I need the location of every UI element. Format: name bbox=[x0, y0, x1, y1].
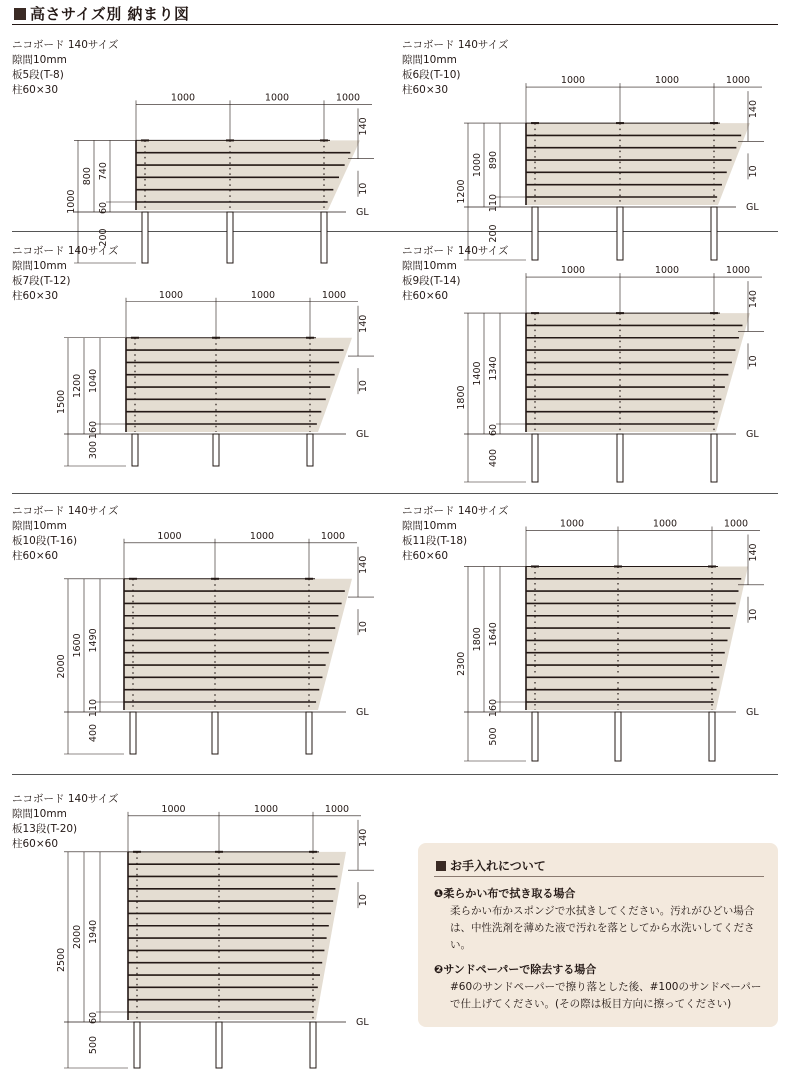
post-embedded bbox=[306, 712, 312, 754]
span-label: 1000 bbox=[654, 265, 680, 277]
spec-line: 隙間10mm bbox=[12, 520, 67, 532]
ground-label: GL bbox=[356, 1017, 369, 1028]
span-label: 1000 bbox=[725, 265, 751, 277]
embed-depth-label: 500 bbox=[88, 1035, 99, 1055]
board-fill-area bbox=[526, 313, 750, 432]
spec-line: 隙間10mm bbox=[402, 54, 457, 66]
spec-line: 柱60×60 bbox=[402, 290, 449, 302]
board-size-label: 140 bbox=[358, 314, 369, 333]
span-label: 1000 bbox=[253, 803, 279, 815]
board-size-label: 140 bbox=[748, 543, 759, 562]
spec-line: 板7段(T-12) bbox=[12, 275, 71, 287]
total-height-label: 1500 bbox=[56, 389, 67, 414]
title-square-icon bbox=[14, 8, 26, 20]
span-label: 1000 bbox=[250, 289, 276, 301]
page-title-text: 高さサイズ別 納まり図 bbox=[30, 5, 190, 23]
spec-line: 板6段(T-10) bbox=[402, 69, 461, 81]
spec-line: 板11段(T-18) bbox=[402, 535, 468, 547]
spec-line: ニコボード 140サイズ bbox=[12, 793, 119, 805]
span-label: 1000 bbox=[157, 530, 182, 542]
spec-line: ニコボード 140サイズ bbox=[402, 505, 509, 517]
embed-depth-label: 400 bbox=[88, 723, 99, 743]
gap-size-label: 10 bbox=[358, 894, 369, 907]
care-box bbox=[418, 843, 778, 1027]
inner-height-label: 1640 bbox=[488, 622, 499, 647]
spec-line: 板9段(T-14) bbox=[402, 275, 461, 287]
total-height-label: 2500 bbox=[56, 947, 67, 973]
frame-height-label: 1400 bbox=[472, 361, 483, 386]
frame-height-label: 1800 bbox=[472, 627, 483, 652]
board-size-label: 140 bbox=[748, 100, 759, 119]
care-title bbox=[436, 857, 546, 874]
post-embedded bbox=[216, 1022, 222, 1068]
title-rule bbox=[12, 24, 778, 25]
care-rule bbox=[434, 876, 764, 877]
span-label: 1000 bbox=[161, 803, 186, 815]
post-embedded bbox=[134, 1022, 140, 1068]
span-label: 1000 bbox=[264, 92, 290, 104]
post-embedded bbox=[617, 434, 623, 482]
embed-depth-label: 500 bbox=[488, 727, 499, 746]
spec-line: 板13段(T-20) bbox=[12, 823, 78, 835]
embed-depth-label: 200 bbox=[98, 228, 109, 247]
ground-label: GL bbox=[746, 429, 759, 440]
inner-height-label: 1490 bbox=[88, 628, 99, 653]
spec-line: 隙間10mm bbox=[402, 520, 457, 532]
frame-height-label: 1200 bbox=[72, 373, 83, 398]
gap-size-label: 10 bbox=[358, 380, 369, 393]
post-embedded bbox=[130, 712, 136, 754]
span-label: 1000 bbox=[320, 530, 346, 542]
spec-line: 柱60×30 bbox=[12, 290, 59, 302]
bottom-clearance-label: 110 bbox=[488, 193, 499, 213]
bottom-clearance-label: 60 bbox=[488, 423, 499, 437]
post-embedded bbox=[711, 434, 717, 482]
span-label: 1000 bbox=[335, 92, 361, 104]
fence-diagram bbox=[12, 504, 392, 794]
fence-panel-t18 bbox=[402, 504, 782, 794]
inner-height-label: 1340 bbox=[488, 356, 499, 381]
care-square-icon bbox=[436, 861, 446, 871]
spec-line: 柱60×30 bbox=[12, 84, 59, 96]
inner-height-label: 1940 bbox=[88, 919, 99, 945]
gap-size-label: 10 bbox=[748, 608, 759, 621]
gap-size-label: 10 bbox=[748, 165, 759, 178]
span-label: 1000 bbox=[559, 518, 585, 530]
embed-depth-label: 200 bbox=[488, 224, 499, 243]
inner-height-label: 890 bbox=[488, 150, 499, 170]
fence-diagram bbox=[402, 504, 782, 794]
span-label: 1000 bbox=[560, 75, 586, 87]
inner-height-label: 1040 bbox=[88, 368, 99, 393]
embed-depth-label: 400 bbox=[488, 448, 499, 468]
post-embedded bbox=[615, 712, 621, 761]
span-label: 1000 bbox=[654, 75, 680, 87]
span-label: 1000 bbox=[158, 289, 184, 301]
spec-line: ニコボード 140サイズ bbox=[12, 245, 119, 257]
board-size-label: 140 bbox=[358, 117, 369, 136]
fence-diagram bbox=[402, 244, 782, 534]
fence-panel-t20 bbox=[12, 792, 392, 1082]
ground-label: GL bbox=[356, 707, 369, 718]
embed-depth-label: 300 bbox=[88, 440, 99, 460]
inner-height-label: 740 bbox=[98, 162, 109, 181]
post-embedded bbox=[709, 712, 715, 761]
spec-line: ニコボード 140サイズ bbox=[402, 245, 509, 257]
board-fill-area bbox=[526, 566, 748, 710]
frame-height-label: 2000 bbox=[72, 924, 83, 950]
ground-label: GL bbox=[746, 202, 759, 213]
post-embedded bbox=[132, 434, 138, 466]
care-heading-1: ❶柔らかい布で拭き取る場合 bbox=[434, 887, 576, 900]
board-size-label: 140 bbox=[358, 828, 369, 847]
bottom-clearance-label: 160 bbox=[488, 698, 499, 718]
spec-line: 柱60×60 bbox=[12, 550, 59, 562]
spec-line: 柱60×60 bbox=[402, 550, 449, 562]
total-height-label: 1000 bbox=[66, 189, 77, 214]
span-label: 1000 bbox=[725, 75, 751, 87]
post-embedded bbox=[213, 434, 219, 466]
care-title-text: お手入れについて bbox=[450, 859, 546, 873]
span-label: 1000 bbox=[324, 803, 350, 815]
span-label: 1000 bbox=[652, 518, 678, 530]
span-label: 1000 bbox=[170, 92, 196, 104]
spec-line: 柱60×30 bbox=[402, 84, 449, 96]
ground-label: GL bbox=[746, 707, 759, 718]
spec-line: 柱60×60 bbox=[12, 838, 59, 850]
gap-size-label: 10 bbox=[358, 182, 369, 195]
bottom-clearance-label: 60 bbox=[98, 201, 109, 215]
board-size-label: 140 bbox=[748, 290, 759, 309]
span-label: 1000 bbox=[321, 289, 347, 301]
board-fill-area bbox=[136, 140, 360, 210]
fence-diagram bbox=[12, 792, 392, 1082]
gap-size-label: 10 bbox=[748, 355, 759, 368]
ground-label: GL bbox=[356, 207, 369, 218]
care-body-1: 柔らかい布かスポンジで水拭きしてください。汚れがひどい場合は、中性洗剤を薄めた液で汚れを落としてから水洗いしてください。 bbox=[450, 905, 755, 951]
fence-panel-t12 bbox=[12, 244, 392, 534]
total-height-label: 2000 bbox=[56, 654, 67, 679]
bottom-clearance-label: 60 bbox=[88, 1011, 99, 1025]
post-embedded bbox=[307, 434, 313, 466]
post-embedded bbox=[532, 434, 538, 482]
frame-height-label: 1000 bbox=[472, 152, 483, 178]
board-size-label: 140 bbox=[358, 555, 369, 574]
spec-line: 板10段(T-16) bbox=[12, 535, 78, 547]
span-label: 1000 bbox=[723, 518, 749, 530]
spec-line: ニコボード 140サイズ bbox=[12, 505, 119, 517]
bottom-clearance-label: 110 bbox=[88, 698, 99, 718]
post-embedded bbox=[532, 712, 538, 761]
post-embedded bbox=[212, 712, 218, 754]
spec-line: 隙間10mm bbox=[12, 808, 67, 820]
gap-size-label: 10 bbox=[358, 621, 369, 634]
fence-panel-t14 bbox=[402, 244, 782, 534]
spec-line: ニコボード 140サイズ bbox=[402, 39, 509, 51]
spec-line: 隙間10mm bbox=[12, 54, 67, 66]
span-label: 1000 bbox=[560, 265, 586, 277]
total-height-label: 2300 bbox=[456, 651, 467, 676]
spec-line: ニコボード 140サイズ bbox=[12, 39, 119, 51]
spec-line: 隙間10mm bbox=[402, 260, 457, 272]
fence-diagram bbox=[12, 244, 392, 534]
spec-line: 板5段(T-8) bbox=[12, 69, 64, 81]
board-fill-area bbox=[126, 338, 352, 432]
care-heading-2: ❷サンドペーパーで除去する場合 bbox=[434, 963, 597, 976]
fence-panel-t16 bbox=[12, 504, 392, 794]
spec-line: 隙間10mm bbox=[12, 260, 67, 272]
bottom-clearance-label: 160 bbox=[88, 420, 99, 440]
ground-label: GL bbox=[356, 429, 369, 440]
frame-height-label: 800 bbox=[82, 167, 93, 186]
care-body-2: #60のサンドペーパーで擦り落とした後、#100のサンドペーパーで仕上げてください。(その際は板目方向に擦ってください) bbox=[450, 981, 762, 1010]
span-label: 1000 bbox=[249, 530, 275, 542]
page-title bbox=[14, 3, 190, 24]
total-height-label: 1800 bbox=[456, 385, 467, 410]
frame-height-label: 1600 bbox=[72, 633, 83, 658]
post-embedded bbox=[310, 1022, 316, 1068]
total-height-label: 1200 bbox=[456, 179, 467, 204]
